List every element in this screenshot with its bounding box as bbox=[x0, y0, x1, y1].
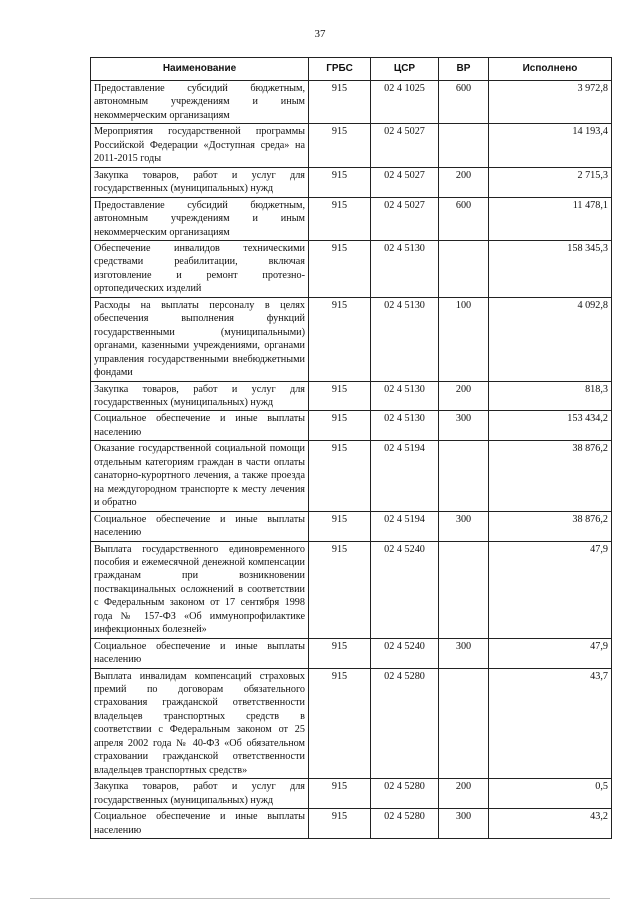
cell-amount: 38 876,2 bbox=[489, 441, 612, 511]
table-row bbox=[91, 81, 612, 124]
header-vr: ВР bbox=[439, 58, 489, 81]
table-row bbox=[91, 411, 612, 441]
cell-name: Предоставление субсидий бюджетным, автономным учреждениям и иным некоммерческим организациям bbox=[91, 197, 309, 240]
cell-grbs: 915 bbox=[309, 197, 371, 240]
cell-name: Закупка товаров, работ и услуг для государственных (муниципальных) нужд bbox=[91, 779, 309, 809]
cell-amount: 153 434,2 bbox=[489, 411, 612, 441]
cell-name: Обеспечение инвалидов техническими средствами реабилитации, включая изготовление и ремонт протезно-ортопедических изделий bbox=[91, 240, 309, 297]
table-row bbox=[91, 240, 612, 297]
cell-vr: 100 bbox=[439, 297, 489, 381]
cell-vr: 300 bbox=[439, 809, 489, 839]
cell-vr: 600 bbox=[439, 197, 489, 240]
table-row bbox=[91, 197, 612, 240]
cell-csr: 02 4 5027 bbox=[371, 197, 439, 240]
cell-grbs: 915 bbox=[309, 441, 371, 511]
cell-name: Выплата государственного единовременного пособия и ежемесячной денежной компенсации гражданам при возникновении поствакцинальных осложнений в соответствии с Федеральным законом от 17 сентября 1998 года № 157-ФЗ «Об иммунопрофилактике инфекционных болезней» bbox=[91, 541, 309, 638]
cell-grbs: 915 bbox=[309, 541, 371, 638]
cell-csr: 02 4 5240 bbox=[371, 541, 439, 638]
cell-vr bbox=[439, 240, 489, 297]
header-grbs: ГРБС bbox=[309, 58, 371, 81]
cell-csr: 02 4 5280 bbox=[371, 809, 439, 839]
cell-amount: 158 345,3 bbox=[489, 240, 612, 297]
cell-vr: 300 bbox=[439, 638, 489, 668]
cell-grbs: 915 bbox=[309, 668, 371, 779]
cell-name: Закупка товаров, работ и услуг для государственных (муниципальных) нужд bbox=[91, 167, 309, 197]
cell-grbs: 915 bbox=[309, 124, 371, 167]
cell-vr: 200 bbox=[439, 167, 489, 197]
cell-csr: 02 4 5280 bbox=[371, 779, 439, 809]
cell-vr: 300 bbox=[439, 511, 489, 541]
cell-csr: 02 4 5194 bbox=[371, 511, 439, 541]
cell-grbs: 915 bbox=[309, 411, 371, 441]
cell-vr bbox=[439, 441, 489, 511]
cell-csr: 02 4 5130 bbox=[371, 381, 439, 411]
table-row bbox=[91, 167, 612, 197]
table-row bbox=[91, 124, 612, 167]
cell-name: Мероприятия государственной программы Российской Федерации «Доступная среда» на 2011-2015 годы bbox=[91, 124, 309, 167]
cell-name: Социальное обеспечение и иные выплаты населению bbox=[91, 638, 309, 668]
table-row bbox=[91, 779, 612, 809]
cell-csr: 02 4 5240 bbox=[371, 638, 439, 668]
cell-vr: 300 bbox=[439, 411, 489, 441]
table-row bbox=[91, 297, 612, 381]
cell-amount: 14 193,4 bbox=[489, 124, 612, 167]
cell-name: Расходы на выплаты персоналу в целях обеспечения выполнения функций государственными (муниципальными) органами, казенными учреждениями, органами управления государственными внебюджетными фондами bbox=[91, 297, 309, 381]
scan-edge-line bbox=[30, 898, 610, 899]
table-header-row bbox=[91, 58, 612, 81]
cell-vr bbox=[439, 124, 489, 167]
table-row bbox=[91, 381, 612, 411]
cell-name: Социальное обеспечение и иные выплаты населению bbox=[91, 411, 309, 441]
cell-csr: 02 4 5130 bbox=[371, 297, 439, 381]
cell-name: Социальное обеспечение и иные выплаты населению bbox=[91, 511, 309, 541]
cell-csr: 02 4 5130 bbox=[371, 240, 439, 297]
cell-grbs: 915 bbox=[309, 809, 371, 839]
cell-vr bbox=[439, 541, 489, 638]
header-amount: Исполнено bbox=[489, 58, 612, 81]
cell-name: Оказание государственной социальной помощи отдельным категориям граждан в части оплаты санаторно-курортного лечения, а также проезда на междугородном транспорте к месту лечения и обратно bbox=[91, 441, 309, 511]
cell-amount: 818,3 bbox=[489, 381, 612, 411]
table-row bbox=[91, 668, 612, 779]
cell-amount: 47,9 bbox=[489, 541, 612, 638]
cell-amount: 3 972,8 bbox=[489, 81, 612, 124]
cell-csr: 02 4 5027 bbox=[371, 167, 439, 197]
cell-name: Выплата инвалидам компенсаций страховых премий по договорам обязательного страхования гражданской ответственности владельцев транспортных средств в соответствии с Федеральным законом от 25 апреля 2002 года № 40-ФЗ «Об обязательном страховании гражданской ответственности владельцев транспортных средств» bbox=[91, 668, 309, 779]
cell-amount: 38 876,2 bbox=[489, 511, 612, 541]
cell-amount: 11 478,1 bbox=[489, 197, 612, 240]
cell-vr: 200 bbox=[439, 779, 489, 809]
table-row bbox=[91, 638, 612, 668]
cell-amount: 4 092,8 bbox=[489, 297, 612, 381]
cell-grbs: 915 bbox=[309, 381, 371, 411]
cell-name: Закупка товаров, работ и услуг для государственных (муниципальных) нужд bbox=[91, 381, 309, 411]
cell-grbs: 915 bbox=[309, 511, 371, 541]
budget-execution-table bbox=[90, 57, 612, 839]
cell-grbs: 915 bbox=[309, 81, 371, 124]
table-row bbox=[91, 809, 612, 839]
cell-grbs: 915 bbox=[309, 240, 371, 297]
page-number: 37 bbox=[314, 28, 326, 40]
cell-amount: 43,2 bbox=[489, 809, 612, 839]
cell-amount: 43,7 bbox=[489, 668, 612, 779]
cell-amount: 47,9 bbox=[489, 638, 612, 668]
cell-csr: 02 4 5194 bbox=[371, 441, 439, 511]
cell-vr: 200 bbox=[439, 381, 489, 411]
cell-name: Предоставление субсидий бюджетным, автономным учреждениям и иным некоммерческим организациям bbox=[91, 81, 309, 124]
table-row bbox=[91, 511, 612, 541]
cell-grbs: 915 bbox=[309, 167, 371, 197]
table-body bbox=[91, 81, 612, 839]
cell-amount: 2 715,3 bbox=[489, 167, 612, 197]
header-name: Наименование bbox=[91, 58, 309, 81]
cell-vr: 600 bbox=[439, 81, 489, 124]
table-row bbox=[91, 441, 612, 511]
cell-grbs: 915 bbox=[309, 638, 371, 668]
cell-grbs: 915 bbox=[309, 297, 371, 381]
cell-name: Социальное обеспечение и иные выплаты населению bbox=[91, 809, 309, 839]
cell-csr: 02 4 1025 bbox=[371, 81, 439, 124]
cell-vr bbox=[439, 668, 489, 779]
cell-amount: 0,5 bbox=[489, 779, 612, 809]
table-row bbox=[91, 541, 612, 638]
cell-grbs: 915 bbox=[309, 779, 371, 809]
cell-csr: 02 4 5130 bbox=[371, 411, 439, 441]
header-csr: ЦСР bbox=[371, 58, 439, 81]
cell-csr: 02 4 5027 bbox=[371, 124, 439, 167]
cell-csr: 02 4 5280 bbox=[371, 668, 439, 779]
